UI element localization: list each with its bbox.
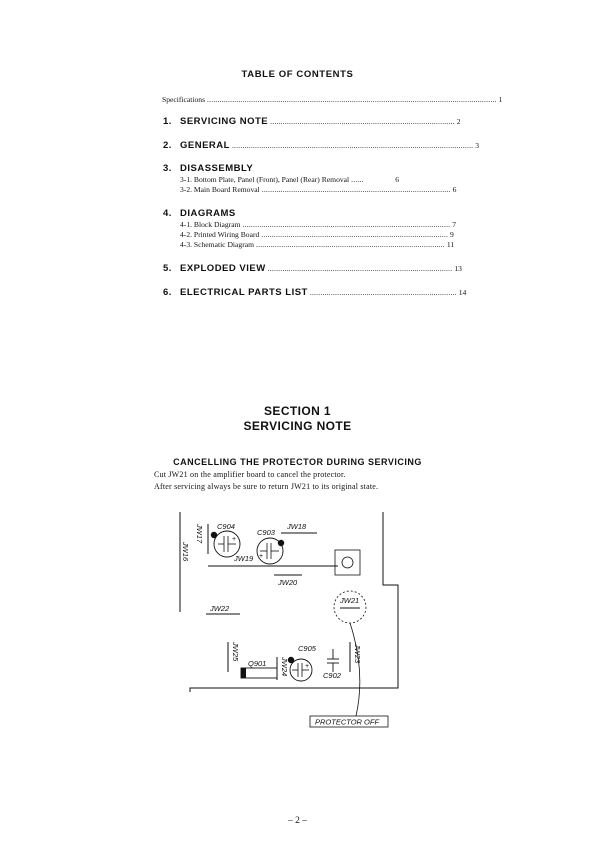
- label-jw18: JW18: [287, 522, 307, 531]
- toc-page-number: 14: [458, 288, 467, 297]
- label-jw23: JW23: [353, 644, 362, 664]
- label-jw25: JW25: [231, 642, 240, 662]
- toc-section-number: 5.: [163, 263, 172, 274]
- toc-entry-label: 4-2. Printed Wiring Board: [180, 230, 260, 239]
- label-jw21: JW21: [340, 596, 360, 605]
- toc-leader-dots: ..........................................................................................................................................: [207, 95, 497, 104]
- toc-subentry-4-2[interactable]: [180, 230, 454, 239]
- toc-entry-general[interactable]: [163, 140, 480, 151]
- toc-leader-dots: .........................................................................................: [261, 230, 449, 239]
- page-number: – 2 –: [288, 816, 307, 826]
- label-c905: C905: [298, 644, 316, 653]
- label-jw16: JW16: [181, 542, 190, 562]
- toc-section-title: SERVICING NOTE: [180, 116, 269, 127]
- toc-page-number: 3: [475, 141, 480, 150]
- toc-entry-specifications[interactable]: [162, 95, 503, 104]
- toc-section-number: 1.: [163, 116, 172, 127]
- section-number-heading: SECTION 1: [264, 404, 331, 418]
- toc-page-number: 1: [498, 95, 503, 104]
- board-component-hole: [342, 557, 353, 568]
- toc-entry-disassembly[interactable]: [163, 163, 253, 174]
- toc-entry-label: 4-1. Block Diagram: [180, 220, 241, 229]
- toc-section-number: 2.: [163, 140, 172, 151]
- label-c904: C904: [217, 522, 235, 531]
- label-q901: Q901: [248, 659, 267, 668]
- toc-section-title: ELECTRICAL PARTS LIST: [180, 287, 308, 298]
- toc-leader-dots: ........................................................................................: [270, 117, 455, 126]
- label-jw20: JW20: [278, 578, 298, 587]
- toc-page-number: 6: [395, 175, 399, 184]
- toc-leader-dots: ......: [351, 175, 364, 184]
- transistor-q901: [241, 668, 277, 678]
- toc-page-number: 9: [450, 230, 454, 239]
- toc-page-number: 6: [452, 185, 457, 194]
- toc-subentry-3-2[interactable]: [180, 185, 457, 194]
- protector-instruction-2: After servicing always be sure to return JW21 to its original state.: [154, 482, 379, 491]
- toc-leader-dots: ..........................................................................................: [261, 185, 451, 194]
- toc-section-number: 3.: [163, 163, 172, 174]
- toc-leader-dots: ........................................................................................: [267, 264, 453, 273]
- toc-leader-dots: ..........................................................................................: [256, 240, 445, 249]
- toc-entry-electrical-parts-list[interactable]: [163, 287, 467, 298]
- label-jw24: JW24: [280, 657, 289, 677]
- toc-leader-dots: ...................................................................................................................: [231, 141, 474, 150]
- svg-text:+: +: [305, 663, 310, 670]
- toc-entry-label: 4-3. Schematic Diagram: [180, 240, 255, 249]
- toc-page-number: 2: [456, 117, 461, 126]
- toc-section-title: GENERAL: [180, 140, 230, 151]
- toc-entry-exploded-view[interactable]: [163, 263, 462, 274]
- toc-entry-label: Specifications: [162, 95, 206, 104]
- toc-section-title: DIAGRAMS: [180, 208, 236, 219]
- toc-page-number: 7: [452, 220, 457, 229]
- label-protector-off: PROTECTOR OFF: [315, 717, 380, 727]
- svg-text:+: +: [259, 553, 264, 560]
- capacitor-c902: [327, 649, 339, 672]
- circuit-board-diagram: [170, 512, 410, 737]
- toc-entry-servicing-note[interactable]: [163, 116, 461, 127]
- svg-text:+: +: [232, 536, 237, 543]
- label-jw22: JW22: [210, 604, 230, 613]
- label-c903: C903: [257, 528, 275, 537]
- label-jw17: JW17: [195, 524, 204, 544]
- board-component-square: [335, 550, 360, 575]
- toc-title: TABLE OF CONTENTS: [241, 69, 354, 80]
- board-outline: [190, 512, 398, 692]
- toc-entry-label: 3-2. Main Board Removal: [180, 185, 260, 194]
- toc-section-title: DISASSEMBLY: [180, 163, 254, 174]
- protector-instruction-1: Cut JW21 on the amplifier board to cancel the protector.: [154, 470, 346, 479]
- label-jw19: JW19: [234, 554, 254, 563]
- toc-page-number: 11: [446, 240, 455, 249]
- toc-page-number: 13: [454, 264, 462, 273]
- capacitor-c903: [257, 538, 284, 564]
- label-c902: C902: [323, 671, 341, 680]
- toc-entry-label: 3-1. Bottom Plate, Panel (Front), Panel (Rear) Removal: [180, 175, 350, 184]
- toc-section-title: EXPLODED VIEW: [180, 263, 266, 274]
- toc-leader-dots: ......................................................................: [309, 288, 457, 297]
- toc-subentry-4-1[interactable]: [180, 220, 457, 229]
- toc-section-number: 4.: [163, 208, 172, 219]
- toc-entry-diagrams[interactable]: [163, 208, 236, 219]
- toc-subentry-4-3[interactable]: [180, 240, 455, 249]
- toc-subentry-3-1[interactable]: [180, 175, 399, 184]
- protector-heading: CANCELLING THE PROTECTOR DURING SERVICING: [173, 457, 422, 467]
- capacitor-c905: [288, 657, 312, 681]
- toc-leader-dots: ...................................................................................................: [242, 220, 451, 229]
- section-title-heading: SERVICING NOTE: [243, 419, 352, 433]
- protector-leader-line: [350, 623, 360, 716]
- toc-section-number: 6.: [163, 287, 172, 298]
